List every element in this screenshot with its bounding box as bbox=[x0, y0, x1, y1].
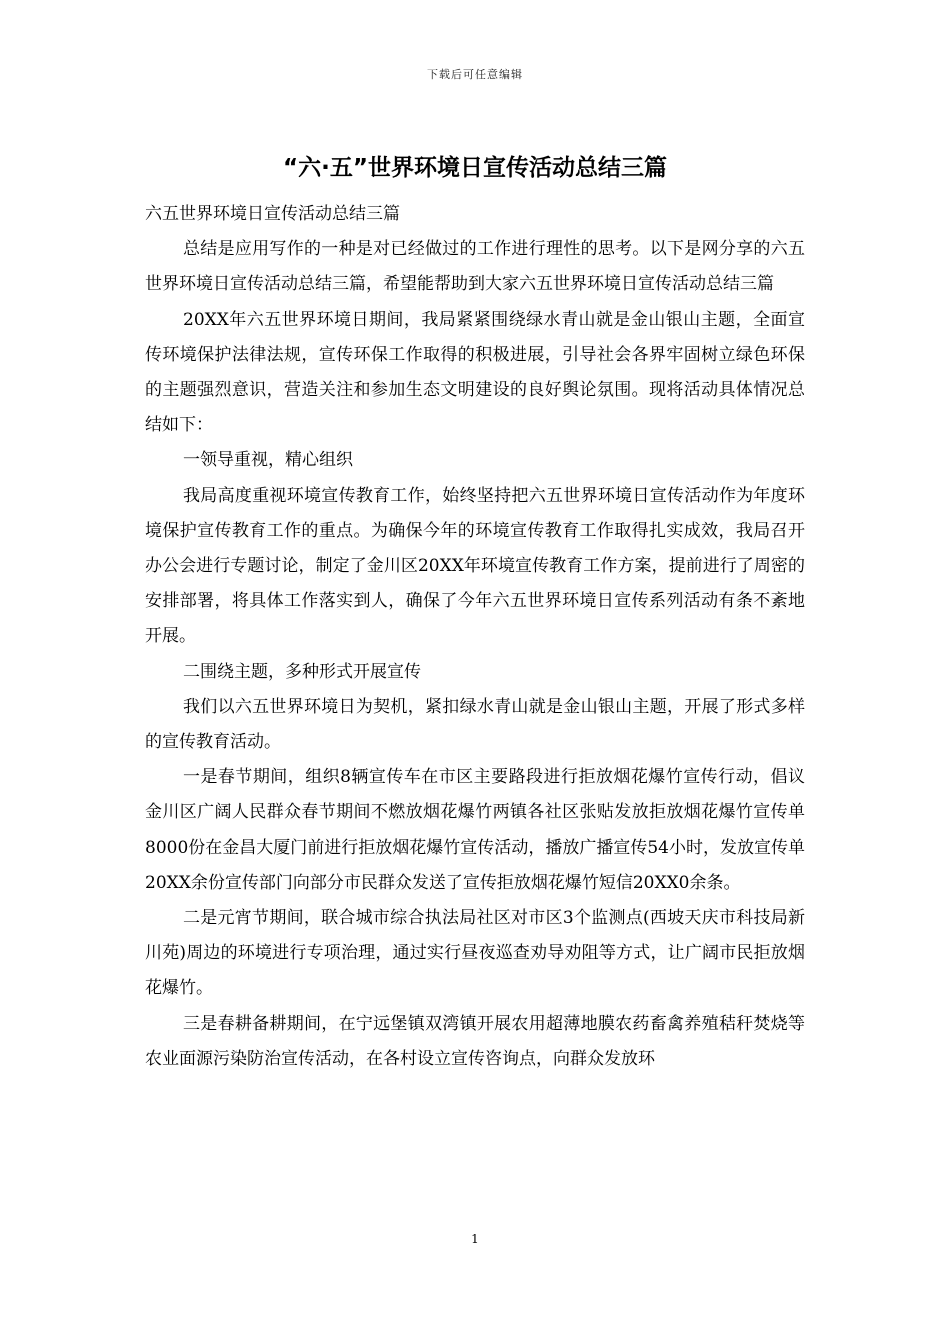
paragraph-overview: 20XX年六五世界环境日期间，我局紧紧围绕绿水青山就是金山银山主题，全面宣传环境保护法律法规，宣传环保工作取得的积极进展，引导社会各界牢固树立绿色环保的主题强烈意识，营造关注和参加生态文明建设的良好舆论氛围。现将活动具体情况总结如下： bbox=[145, 309, 805, 436]
paragraph-section-2: 我们以六五世界环境日为契机，紧扣绿水青山就是金山银山主题，开展了形式多样的宣传教育活动。 bbox=[145, 696, 805, 753]
paragraph-section-1: 我局高度重视环境宣传教育工作，始终坚持把六五世界环境日宣传活动作为年度环境保护宣传教育工作的重点。为确保今年的环境宣传教育工作取得扎实成效，我局召开办公会进行专题讨论，制定了金川区20XX年环境宣传教育工作方案，提前进行了周密的安排部署，将具体工作落实到人，确保了今年六五世界环境日宣传系列活动有条不紊地开展。 bbox=[145, 485, 805, 647]
paragraph-spring-festival: 一是春节期间，组织8辆宣传车在市区主要路段进行拒放烟花爆竹宣传行动，倡议金川区广阔人民群众春节期间不燃放烟花爆竹两镇各社区张贴发放拒放烟花爆竹宣传单8000份在金昌大厦门前进行拒放烟花爆竹宣传活动，播放广播宣传54小时，发放宣传单20XX余份宣传部门向部分市民群众发送了宣传拒放烟花爆竹短信20XX0余条。 bbox=[145, 767, 805, 893]
section-heading-2: 二围绕主题，多种形式开展宣传 bbox=[183, 661, 421, 682]
document-body bbox=[145, 197, 805, 1077]
paragraph-intro: 总结是应用写作的一种是对已经做过的工作进行理性的思考。以下是网分享的六五世界环境日宣传活动总结三篇，希望能帮助到大家六五世界环境日宣传活动总结三篇 bbox=[145, 239, 805, 295]
page-header: 下载后可任意编辑 bbox=[427, 68, 523, 81]
page-number: 1 bbox=[471, 1232, 479, 1246]
paragraph-subtitle: 六五世界环境日宣传活动总结三篇 bbox=[145, 204, 400, 224]
section-heading-1: 一领导重视，精心组织 bbox=[183, 450, 353, 471]
paragraph-spring-plowing: 三是春耕备耕期间，在宁远堡镇双湾镇开展农用超薄地膜农药畜禽养殖秸秆焚烧等农业面源污染防治宣传活动，在各村设立宣传咨询点，向群众发放环 bbox=[145, 1013, 805, 1069]
paragraph-lantern-festival: 二是元宵节期间，联合城市综合执法局社区对市区3个监测点(西坡天庆市科技局新川苑)周边的环境进行专项治理，通过实行昼夜巡查劝导劝阻等方式，让广阔市民拒放烟花爆竹。 bbox=[145, 908, 805, 999]
document-title: “六·五”世界环境日宣传活动总结三篇 bbox=[283, 155, 667, 181]
